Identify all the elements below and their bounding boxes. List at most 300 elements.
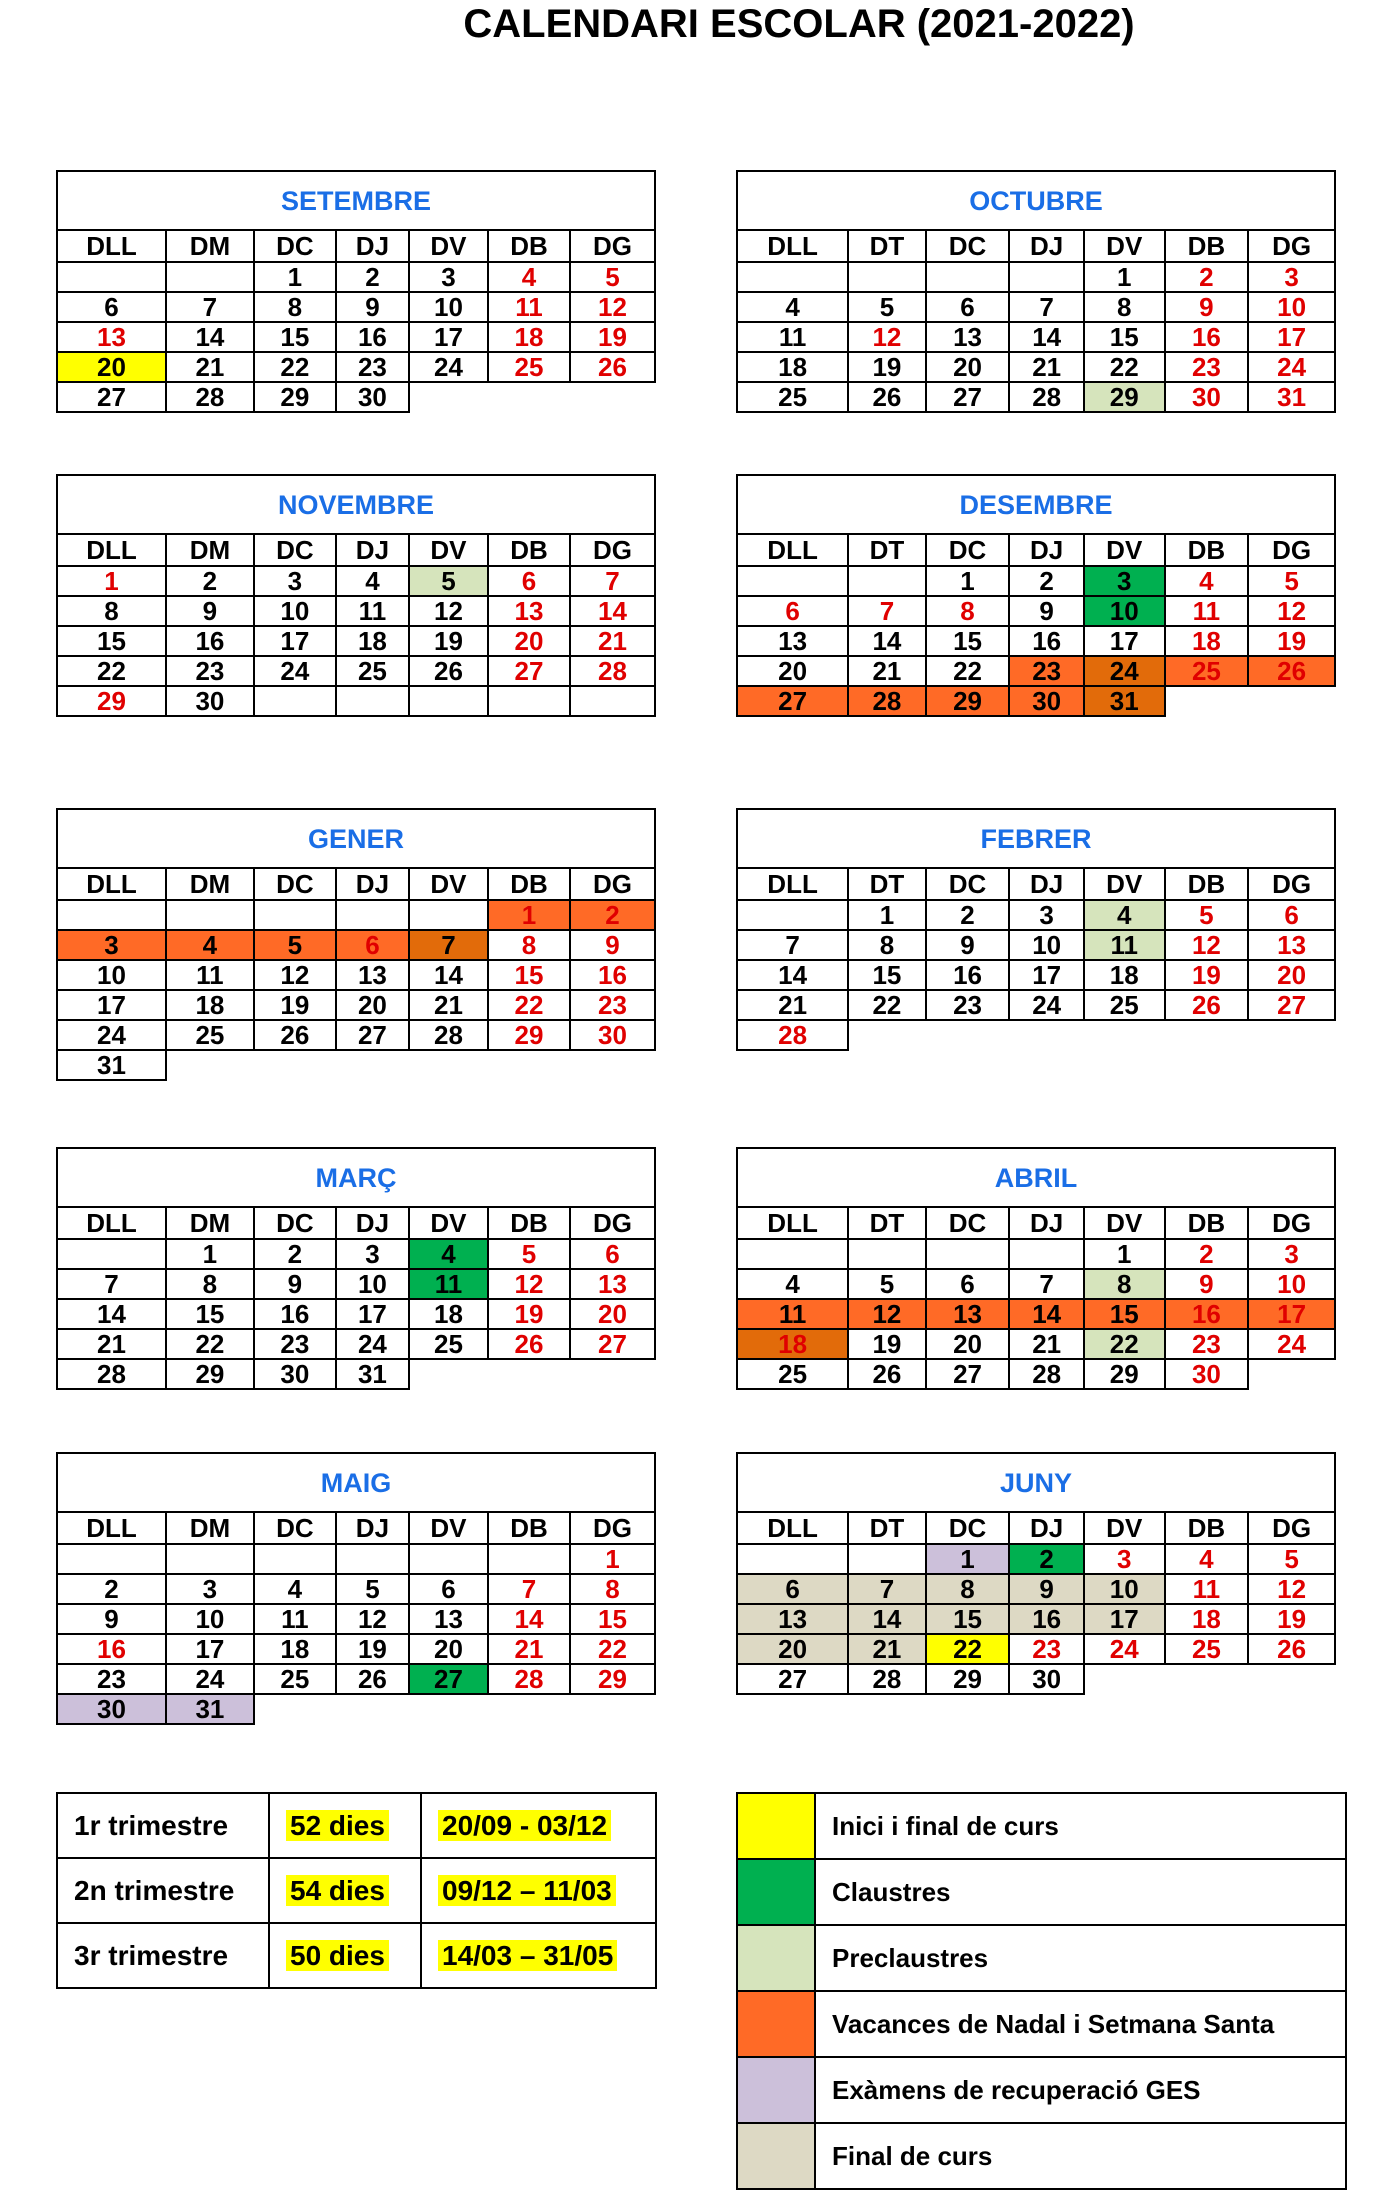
day-cell: 31 xyxy=(1248,382,1335,412)
day-cell: 14 xyxy=(488,1604,570,1634)
weekday-header: DV xyxy=(409,534,488,566)
month-calendar xyxy=(736,1452,1336,1695)
trimester-table xyxy=(56,1792,657,1989)
month-name: DESEMBRE xyxy=(737,475,1335,534)
day-cell: 26 xyxy=(1248,656,1335,686)
day-cell: 23 xyxy=(926,990,1010,1020)
legend-label: Inici i final de curs xyxy=(815,1793,1346,1859)
weekday-header: DLL xyxy=(57,534,166,566)
day-cell: 3 xyxy=(1084,566,1165,596)
day-cell: 29 xyxy=(57,686,166,716)
day-cell: 1 xyxy=(254,262,336,292)
day-cell: 23 xyxy=(1165,352,1249,382)
day-cell: 8 xyxy=(926,596,1010,626)
day-cell: 12 xyxy=(848,322,926,352)
day-cell: 17 xyxy=(254,626,336,656)
weekday-header: DC xyxy=(926,534,1010,566)
day-cell: 17 xyxy=(1084,626,1165,656)
day-cell: 22 xyxy=(926,656,1010,686)
day-cell: 11 xyxy=(336,596,409,626)
week-row xyxy=(57,1544,655,1574)
day-cell: 21 xyxy=(570,626,655,656)
day-cell: 28 xyxy=(409,1020,488,1050)
legend-swatch xyxy=(737,1859,815,1925)
day-cell: 9 xyxy=(336,292,409,322)
week-row xyxy=(57,1329,655,1359)
weekday-header: DLL xyxy=(57,868,166,900)
day-cell: 23 xyxy=(1009,1634,1084,1664)
day-cell: 18 xyxy=(409,1299,488,1329)
day-cell: 29 xyxy=(166,1359,254,1389)
day-cell xyxy=(254,686,336,716)
empty-cell xyxy=(1009,1020,1084,1050)
week-row xyxy=(737,930,1335,960)
day-cell: 8 xyxy=(166,1269,254,1299)
day-cell: 22 xyxy=(570,1634,655,1664)
week-row xyxy=(737,1239,1335,1269)
day-cell: 15 xyxy=(926,1604,1010,1634)
week-row xyxy=(57,1604,655,1634)
week-row xyxy=(57,1694,655,1724)
weekday-header: DJ xyxy=(1009,868,1084,900)
day-cell: 7 xyxy=(1009,1269,1084,1299)
day-cell: 24 xyxy=(166,1664,254,1694)
weekday-header: DB xyxy=(488,1512,570,1544)
day-cell: 20 xyxy=(570,1299,655,1329)
day-cell: 14 xyxy=(848,1604,926,1634)
day-cell: 16 xyxy=(1165,1299,1249,1329)
week-row xyxy=(737,990,1335,1020)
empty-cell xyxy=(848,1020,926,1050)
legend-item xyxy=(737,1859,1346,1925)
week-row xyxy=(57,686,655,716)
day-cell xyxy=(336,900,409,930)
day-cell: 11 xyxy=(166,960,254,990)
day-cell xyxy=(57,1544,166,1574)
day-cell xyxy=(409,900,488,930)
day-cell: 16 xyxy=(57,1634,166,1664)
day-cell: 4 xyxy=(1165,566,1249,596)
day-cell: 28 xyxy=(166,382,254,412)
empty-cell xyxy=(570,1359,655,1389)
month-calendar xyxy=(56,170,656,413)
month-calendar xyxy=(56,808,656,1081)
weekday-header: DJ xyxy=(1009,534,1084,566)
day-cell: 9 xyxy=(166,596,254,626)
weekday-header: DG xyxy=(570,1207,655,1239)
day-cell: 5 xyxy=(1248,566,1335,596)
day-cell: 4 xyxy=(737,1269,848,1299)
weekday-header: DJ xyxy=(336,868,409,900)
day-cell: 9 xyxy=(926,930,1010,960)
day-cell: 23 xyxy=(57,1664,166,1694)
day-cell: 26 xyxy=(409,656,488,686)
day-cell: 11 xyxy=(737,1299,848,1329)
day-cell: 27 xyxy=(570,1329,655,1359)
day-cell: 21 xyxy=(1009,352,1084,382)
legend-item xyxy=(737,1793,1346,1859)
day-cell: 31 xyxy=(336,1359,409,1389)
day-cell xyxy=(166,900,254,930)
week-row xyxy=(737,686,1335,716)
weekday-header: DG xyxy=(1248,868,1335,900)
day-cell xyxy=(254,900,336,930)
day-cell: 3 xyxy=(1009,900,1084,930)
month-calendar xyxy=(56,1452,656,1725)
week-row xyxy=(57,566,655,596)
weekday-header: DT xyxy=(848,534,926,566)
weekday-header: DV xyxy=(409,230,488,262)
day-cell: 25 xyxy=(254,1664,336,1694)
month-name: NOVEMBRE xyxy=(57,475,655,534)
empty-cell xyxy=(254,1050,336,1080)
weekday-header: DLL xyxy=(737,1207,848,1239)
month-calendar xyxy=(56,1147,656,1390)
weekday-header: DG xyxy=(1248,534,1335,566)
day-cell: 18 xyxy=(1084,960,1165,990)
day-cell: 30 xyxy=(1009,1664,1084,1694)
day-cell: 28 xyxy=(848,686,926,716)
week-row xyxy=(57,322,655,352)
legend-item xyxy=(737,1991,1346,2057)
week-row xyxy=(737,900,1335,930)
empty-cell xyxy=(570,382,655,412)
day-cell: 15 xyxy=(57,626,166,656)
day-cell: 18 xyxy=(336,626,409,656)
day-cell: 22 xyxy=(488,990,570,1020)
day-cell xyxy=(737,900,848,930)
day-cell: 10 xyxy=(1009,930,1084,960)
day-cell: 29 xyxy=(926,1664,1010,1694)
day-cell xyxy=(1009,1239,1084,1269)
week-row xyxy=(57,626,655,656)
day-cell xyxy=(336,1544,409,1574)
day-cell: 15 xyxy=(254,322,336,352)
day-cell: 27 xyxy=(926,1359,1010,1389)
weekday-header: DG xyxy=(1248,1512,1335,1544)
week-row xyxy=(57,596,655,626)
week-row xyxy=(737,1329,1335,1359)
day-cell: 12 xyxy=(409,596,488,626)
weekday-header: DM xyxy=(166,868,254,900)
day-cell: 4 xyxy=(336,566,409,596)
empty-cell xyxy=(409,1050,488,1080)
day-cell: 5 xyxy=(1248,1544,1335,1574)
day-cell: 15 xyxy=(1084,322,1165,352)
weekday-header: DLL xyxy=(737,868,848,900)
day-cell: 16 xyxy=(926,960,1010,990)
day-cell: 11 xyxy=(254,1604,336,1634)
day-cell: 9 xyxy=(570,930,655,960)
day-cell: 24 xyxy=(336,1329,409,1359)
day-cell: 9 xyxy=(1165,1269,1249,1299)
weekday-header: DC xyxy=(254,534,336,566)
legend-label: Exàmens de recuperació GES xyxy=(815,2057,1346,2123)
legend-label: Claustres xyxy=(815,1859,1346,1925)
day-cell: 4 xyxy=(488,262,570,292)
trimester-days: 52 dies xyxy=(286,1810,389,1841)
day-cell: 31 xyxy=(166,1694,254,1724)
day-cell: 10 xyxy=(336,1269,409,1299)
day-cell: 21 xyxy=(488,1634,570,1664)
trimester-range: 09/12 – 11/03 xyxy=(438,1875,616,1906)
week-row xyxy=(737,1020,1335,1050)
day-cell: 5 xyxy=(1165,900,1249,930)
day-cell: 3 xyxy=(57,930,166,960)
day-cell: 12 xyxy=(1248,1574,1335,1604)
day-cell: 13 xyxy=(737,1604,848,1634)
day-cell: 29 xyxy=(488,1020,570,1050)
day-cell: 27 xyxy=(488,656,570,686)
week-row xyxy=(57,930,655,960)
day-cell: 16 xyxy=(1009,626,1084,656)
day-cell: 11 xyxy=(1165,1574,1249,1604)
day-cell: 14 xyxy=(166,322,254,352)
day-cell: 17 xyxy=(1009,960,1084,990)
day-cell: 21 xyxy=(848,1634,926,1664)
day-cell: 2 xyxy=(336,262,409,292)
day-cell: 3 xyxy=(1084,1544,1165,1574)
weekday-header: DG xyxy=(570,1512,655,1544)
weekday-header: DLL xyxy=(57,230,166,262)
day-cell: 21 xyxy=(1009,1329,1084,1359)
empty-cell xyxy=(409,1359,488,1389)
day-cell: 7 xyxy=(57,1269,166,1299)
weekday-header: DC xyxy=(926,230,1010,262)
day-cell: 7 xyxy=(1009,292,1084,322)
month-name: OCTUBRE xyxy=(737,171,1335,230)
day-cell: 12 xyxy=(570,292,655,322)
day-cell: 25 xyxy=(166,1020,254,1050)
day-cell: 17 xyxy=(57,990,166,1020)
day-cell: 18 xyxy=(737,1329,848,1359)
day-cell: 12 xyxy=(1165,930,1249,960)
week-row xyxy=(57,292,655,322)
week-row xyxy=(737,1634,1335,1664)
weekday-header: DV xyxy=(1084,868,1165,900)
day-cell: 30 xyxy=(336,382,409,412)
day-cell: 16 xyxy=(570,960,655,990)
day-cell: 28 xyxy=(57,1359,166,1389)
month-name: FEBRER xyxy=(737,809,1335,868)
weekday-header: DC xyxy=(254,868,336,900)
day-cell: 23 xyxy=(1165,1329,1249,1359)
day-cell xyxy=(848,262,926,292)
weekday-header: DT xyxy=(848,1512,926,1544)
legend-item xyxy=(737,2057,1346,2123)
day-cell xyxy=(848,1239,926,1269)
day-cell: 10 xyxy=(1084,596,1165,626)
day-cell: 20 xyxy=(926,352,1010,382)
week-row xyxy=(57,1574,655,1604)
weekday-header: DG xyxy=(1248,1207,1335,1239)
day-cell xyxy=(737,1239,848,1269)
day-cell: 22 xyxy=(254,352,336,382)
month-calendar xyxy=(736,808,1336,1051)
day-cell: 3 xyxy=(1248,1239,1335,1269)
day-cell: 6 xyxy=(926,292,1010,322)
day-cell: 18 xyxy=(488,322,570,352)
empty-cell xyxy=(926,1020,1010,1050)
day-cell xyxy=(1009,262,1084,292)
weekday-header: DC xyxy=(254,230,336,262)
day-cell: 29 xyxy=(254,382,336,412)
day-cell: 16 xyxy=(336,322,409,352)
day-cell: 5 xyxy=(848,1269,926,1299)
day-cell: 30 xyxy=(166,686,254,716)
day-cell: 7 xyxy=(166,292,254,322)
day-cell: 4 xyxy=(1165,1544,1249,1574)
week-row xyxy=(737,626,1335,656)
day-cell: 20 xyxy=(926,1329,1010,1359)
day-cell: 26 xyxy=(848,382,926,412)
week-row xyxy=(57,900,655,930)
trimester-days: 50 dies xyxy=(286,1940,389,1971)
day-cell: 10 xyxy=(254,596,336,626)
day-cell: 22 xyxy=(57,656,166,686)
month-calendar xyxy=(736,474,1336,717)
day-cell: 26 xyxy=(1248,1634,1335,1664)
legend-table xyxy=(736,1792,1347,2190)
day-cell: 30 xyxy=(57,1694,166,1724)
day-cell: 5 xyxy=(254,930,336,960)
trimester-row xyxy=(57,1858,656,1923)
day-cell: 17 xyxy=(166,1634,254,1664)
week-row xyxy=(737,262,1335,292)
day-cell: 20 xyxy=(57,352,166,382)
legend-swatch xyxy=(737,1793,815,1859)
day-cell: 7 xyxy=(737,930,848,960)
day-cell xyxy=(570,686,655,716)
weekday-header: DM xyxy=(166,1207,254,1239)
trimester-name: 2n trimestre xyxy=(57,1858,269,1923)
day-cell: 6 xyxy=(57,292,166,322)
day-cell: 8 xyxy=(926,1574,1010,1604)
day-cell: 3 xyxy=(409,262,488,292)
day-cell: 13 xyxy=(409,1604,488,1634)
day-cell xyxy=(488,686,570,716)
day-cell: 30 xyxy=(1009,686,1084,716)
day-cell: 3 xyxy=(1248,262,1335,292)
day-cell: 21 xyxy=(737,990,848,1020)
day-cell: 8 xyxy=(1084,1269,1165,1299)
day-cell: 9 xyxy=(254,1269,336,1299)
weekday-header: DT xyxy=(848,1207,926,1239)
day-cell: 11 xyxy=(737,322,848,352)
day-cell: 21 xyxy=(57,1329,166,1359)
day-cell: 17 xyxy=(1084,1604,1165,1634)
day-cell: 13 xyxy=(570,1269,655,1299)
day-cell: 14 xyxy=(1009,322,1084,352)
weekday-header: DJ xyxy=(336,534,409,566)
day-cell: 10 xyxy=(166,1604,254,1634)
weekday-header: DC xyxy=(926,1512,1010,1544)
legend-swatch xyxy=(737,1925,815,1991)
empty-cell xyxy=(1084,1020,1165,1050)
day-cell: 4 xyxy=(737,292,848,322)
month-calendar xyxy=(736,170,1336,413)
day-cell: 5 xyxy=(336,1574,409,1604)
day-cell: 12 xyxy=(488,1269,570,1299)
day-cell: 7 xyxy=(570,566,655,596)
week-row xyxy=(57,1050,655,1080)
day-cell: 11 xyxy=(488,292,570,322)
week-row xyxy=(57,960,655,990)
day-cell: 27 xyxy=(737,686,848,716)
day-cell: 27 xyxy=(1248,990,1335,1020)
day-cell: 5 xyxy=(848,292,926,322)
day-cell: 12 xyxy=(336,1604,409,1634)
month-name: MAIG xyxy=(57,1453,655,1512)
weekday-header: DJ xyxy=(1009,230,1084,262)
empty-cell xyxy=(409,382,488,412)
day-cell: 4 xyxy=(1084,900,1165,930)
day-cell: 16 xyxy=(1165,322,1249,352)
day-cell: 29 xyxy=(1084,1359,1165,1389)
weekday-header: DT xyxy=(848,230,926,262)
day-cell: 18 xyxy=(254,1634,336,1664)
week-row xyxy=(57,1634,655,1664)
day-cell: 23 xyxy=(1009,656,1084,686)
day-cell: 2 xyxy=(1009,566,1084,596)
day-cell: 1 xyxy=(926,1544,1010,1574)
weekday-header: DG xyxy=(570,230,655,262)
day-cell: 11 xyxy=(1084,930,1165,960)
day-cell: 2 xyxy=(254,1239,336,1269)
empty-cell xyxy=(1165,1664,1249,1694)
day-cell: 16 xyxy=(254,1299,336,1329)
day-cell xyxy=(488,1544,570,1574)
empty-cell xyxy=(488,1359,570,1389)
trimester-row xyxy=(57,1793,656,1858)
day-cell: 8 xyxy=(570,1574,655,1604)
day-cell: 5 xyxy=(570,262,655,292)
day-cell xyxy=(848,566,926,596)
trimester-range: 14/03 – 31/05 xyxy=(438,1940,617,1971)
day-cell: 26 xyxy=(848,1359,926,1389)
weekday-header: DV xyxy=(409,1512,488,1544)
day-cell: 2 xyxy=(57,1574,166,1604)
week-row xyxy=(737,352,1335,382)
day-cell: 31 xyxy=(57,1050,166,1080)
day-cell: 19 xyxy=(1248,626,1335,656)
day-cell: 25 xyxy=(488,352,570,382)
day-cell: 1 xyxy=(848,900,926,930)
day-cell: 9 xyxy=(1165,292,1249,322)
day-cell: 15 xyxy=(488,960,570,990)
week-row xyxy=(57,1239,655,1269)
week-row xyxy=(57,1359,655,1389)
day-cell: 28 xyxy=(488,1664,570,1694)
day-cell: 30 xyxy=(570,1020,655,1050)
trimester-range: 20/09 - 03/12 xyxy=(438,1810,611,1841)
empty-cell xyxy=(1248,686,1335,716)
day-cell: 2 xyxy=(1009,1544,1084,1574)
day-cell: 1 xyxy=(488,900,570,930)
day-cell: 10 xyxy=(1248,1269,1335,1299)
day-cell: 7 xyxy=(848,1574,926,1604)
empty-cell xyxy=(1248,1020,1335,1050)
day-cell: 15 xyxy=(570,1604,655,1634)
day-cell: 17 xyxy=(409,322,488,352)
day-cell: 21 xyxy=(409,990,488,1020)
day-cell: 7 xyxy=(409,930,488,960)
day-cell: 19 xyxy=(254,990,336,1020)
weekday-header: DV xyxy=(409,1207,488,1239)
day-cell: 2 xyxy=(570,900,655,930)
day-cell: 14 xyxy=(737,960,848,990)
day-cell xyxy=(848,1544,926,1574)
